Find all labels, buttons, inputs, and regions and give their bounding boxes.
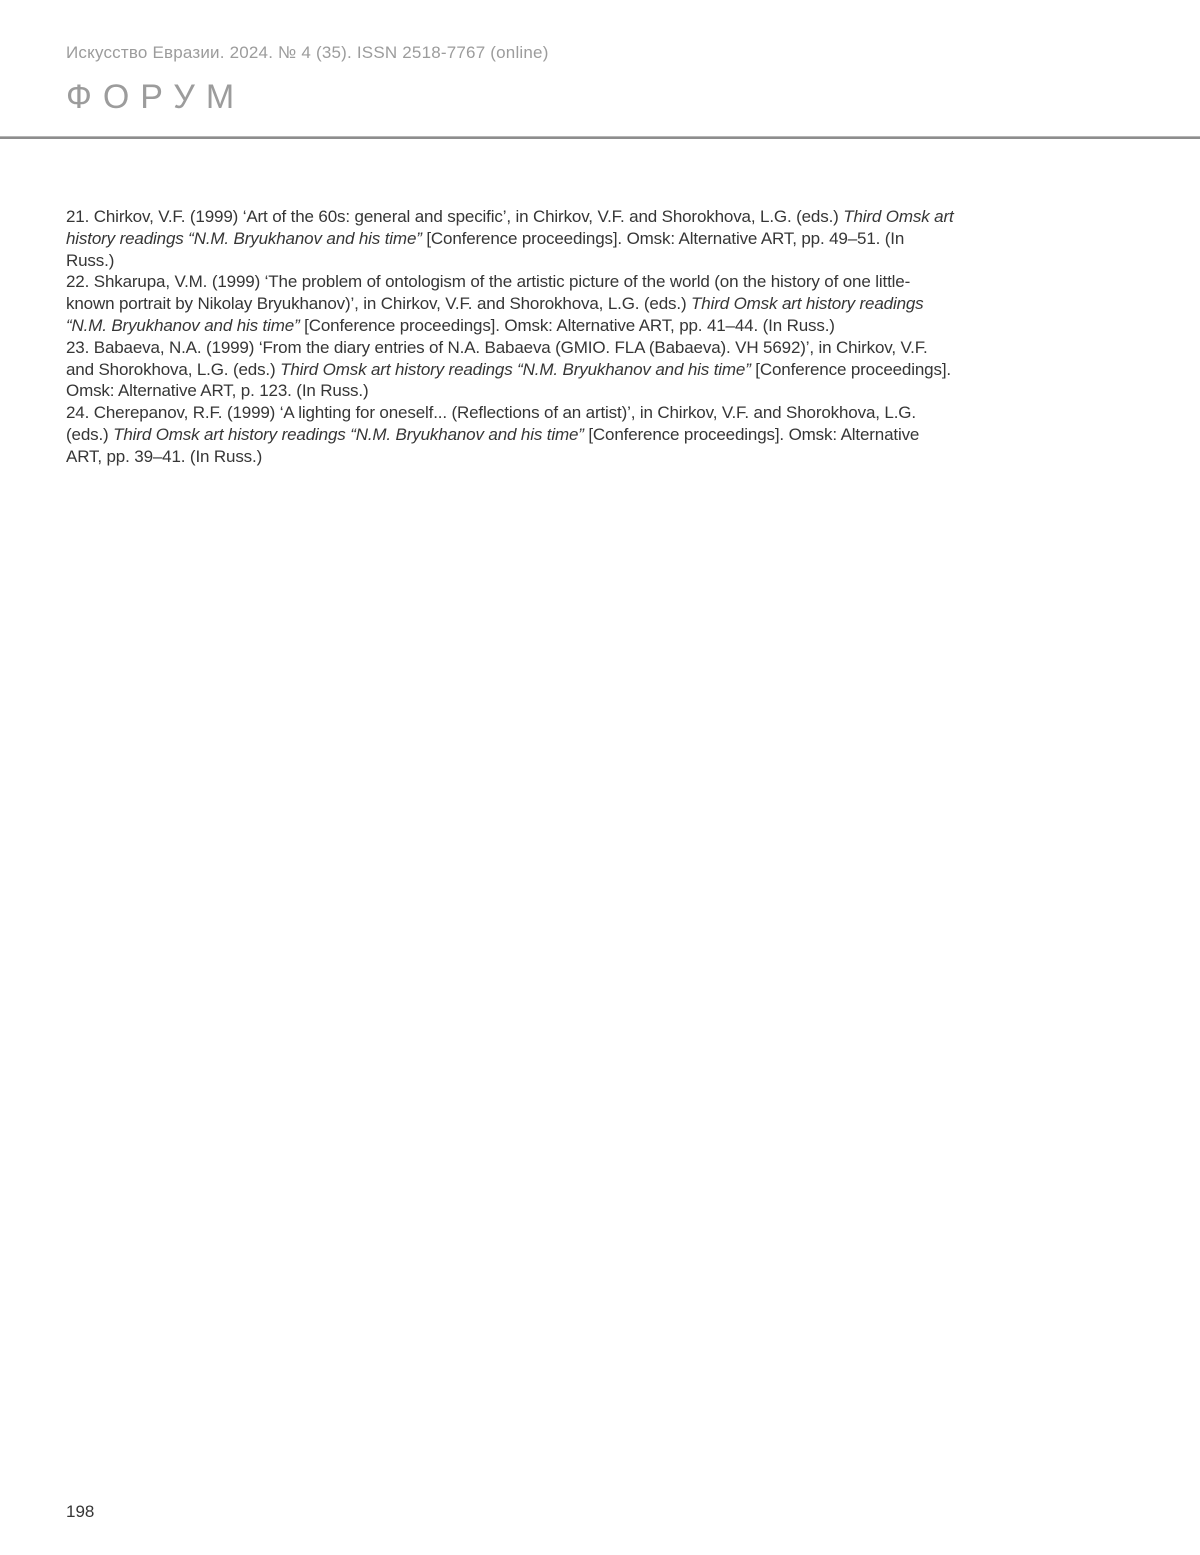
reference-work-title: Third Omsk art history readings “N.M. Bryukhanov and his time” [66,294,924,335]
page-header [66,42,1134,116]
reference-text: 23. Babaeva, N.A. (1999) ‘From the diary entries of N.A. Babaeva (GMIO. FLA (Babaeva). VH 5692)’, in Chirkov, V.F. and Shorokhova, L.G. (eds.) [66,337,928,379]
section-title: ФОРУМ [66,78,246,116]
reference-item-21 [66,206,954,271]
reference-text: 22. Shkarupa, V.M. (1999) ‘The problem of ontologism of the artistic picture of the world (on the history of one little-known portrait by Nikolay Bryukhanov)’, in Chirkov, V.F. and Shorokhova, L.G. (eds.) [66,272,911,314]
journal-title-line: Искусство Евразии. 2024. № 4 (35). ISSN 2518-7767 (online) [66,43,549,62]
reference-text: [Conference proceedings]. Omsk: Alternative ART, p. 123. (In Russ.) [66,359,951,401]
reference-item-23 [66,337,954,402]
page-number: 198 [66,1502,95,1521]
reference-item-24 [66,402,954,467]
reference-text: [Conference proceedings]. Omsk: Alternative ART, pp. 41–44. (In Russ.) [299,315,835,335]
reference-text: [Conference proceedings]. Omsk: Alternative ART, pp. 49–51. (In Russ.) [66,228,905,270]
reference-work-title: Third Omsk art history readings “N.M. Bryukhanov and his time” [280,359,751,379]
references-list [66,206,954,468]
reference-item-22 [66,271,954,336]
reference-work-title: Third Omsk art history readings “N.M. Bryukhanov and his time” [113,424,584,444]
reference-text: [Conference proceedings]. Omsk: Alternative ART, pp. 39–41. (In Russ.) [66,424,920,466]
reference-text: 21. Chirkov, V.F. (1999) ‘Art of the 60s: general and specific’, in Chirkov, V.F. and Shorokhova, L.G. (eds.) [66,207,844,226]
reference-text: 24. Cherepanov, R.F. (1999) ‘A lighting for oneself... (Reflections of an artist)’, in Chirkov, V.F. and Shorokhova, L.G. (eds.) [66,403,916,444]
reference-work-title: Third Omsk art history readings “N.M. Bryukhanov and his time” [66,207,954,248]
header-divider-rule [0,136,1200,139]
